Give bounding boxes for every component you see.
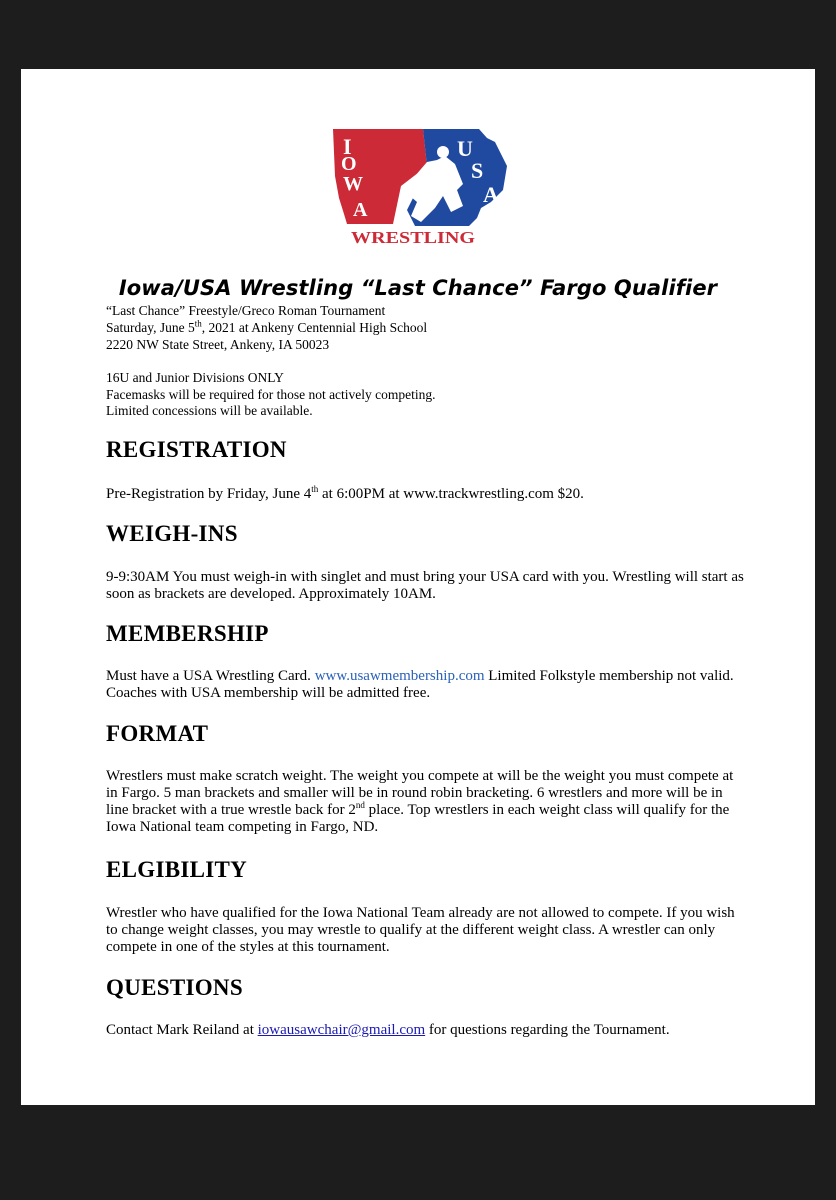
logo-usa: U SA: [457, 136, 499, 207]
weigh-ins-text: 9-9:30AM You must weigh-in with singlet and must bring your USA card with you. Wrestling will start as soon as brackets are developed. Approximately 10AM.: [106, 569, 744, 602]
intro-line-divisions: 16U and Junior Divisions ONLY: [106, 370, 284, 385]
registration-text: Pre-Registration by Friday, June 4th at 6:00PM at www.trackwrestling.com $20.: [106, 484, 584, 502]
heading-eligibility: ELGIBILITY: [106, 857, 248, 882]
iowa-usa-wrestling-logo: [331, 126, 515, 248]
intro-line-concessions: Limited concessions will be available.: [106, 403, 313, 418]
heading-questions: QUESTIONS: [106, 975, 243, 1000]
intro-line-address: 2220 NW State Street, Ankeny, IA 50023: [106, 337, 330, 352]
logo-letter-i: I: [343, 134, 352, 159]
format-text: Wrestlers must make scratch weight. The weight you compete at will be the weight you must compete at in Fargo. 5 man brackets and smaller will be in round robin bracketing. 6 wrestlers and more will be in line bracket with a true wrestle back for 2nd place. Top wrestlers in each weight class will qualify for the Iowa National team competing in Fargo, ND.: [106, 768, 734, 835]
logo-wrestling-word: WRESTLING: [351, 228, 475, 247]
page-title: Iowa/USA Wrestling “Last Chance” Fargo Qualifier: [118, 276, 718, 300]
membership-link[interactable]: www.usawmembership.com: [314, 668, 485, 684]
intro-line-tournament: “Last Chance” Freestyle/Greco Roman Tournament: [106, 303, 386, 318]
heading-weigh-ins: WEIGH-INS: [106, 521, 238, 546]
heading-format: FORMAT: [106, 721, 209, 746]
wrestler-head-icon: [437, 146, 449, 158]
document-page: [21, 69, 815, 1105]
heading-membership: MEMBERSHIP: [106, 621, 269, 646]
intro-line-facemasks: Facemasks will be required for those not actively competing.: [106, 387, 436, 402]
membership-text: Must have a USA Wrestling Card. www.usawmembership.com Limited Folkstyle membership not valid. Coaches with USA membership will be admitted free.: [106, 668, 734, 701]
heading-registration: REGISTRATION: [106, 437, 287, 462]
eligibility-text: Wrestler who have qualified for the Iowa National Team already are not allowed to compete. If you wish to change weight classes, you may wrestle to qualify at the different weight class. A wrestler can only compete in one of the styles at this tournament.: [106, 905, 735, 955]
questions-text: Contact Mark Reiland at iowausawchair@gmail.com for questions regarding the Tournament.: [106, 1022, 670, 1038]
intro-line-date: Saturday, June 5th, 2021 at Ankeny Centennial High School: [106, 318, 428, 335]
email-link[interactable]: iowausawchair@gmail.com: [257, 1022, 426, 1038]
logo-iowa: O W A: [341, 153, 368, 221]
